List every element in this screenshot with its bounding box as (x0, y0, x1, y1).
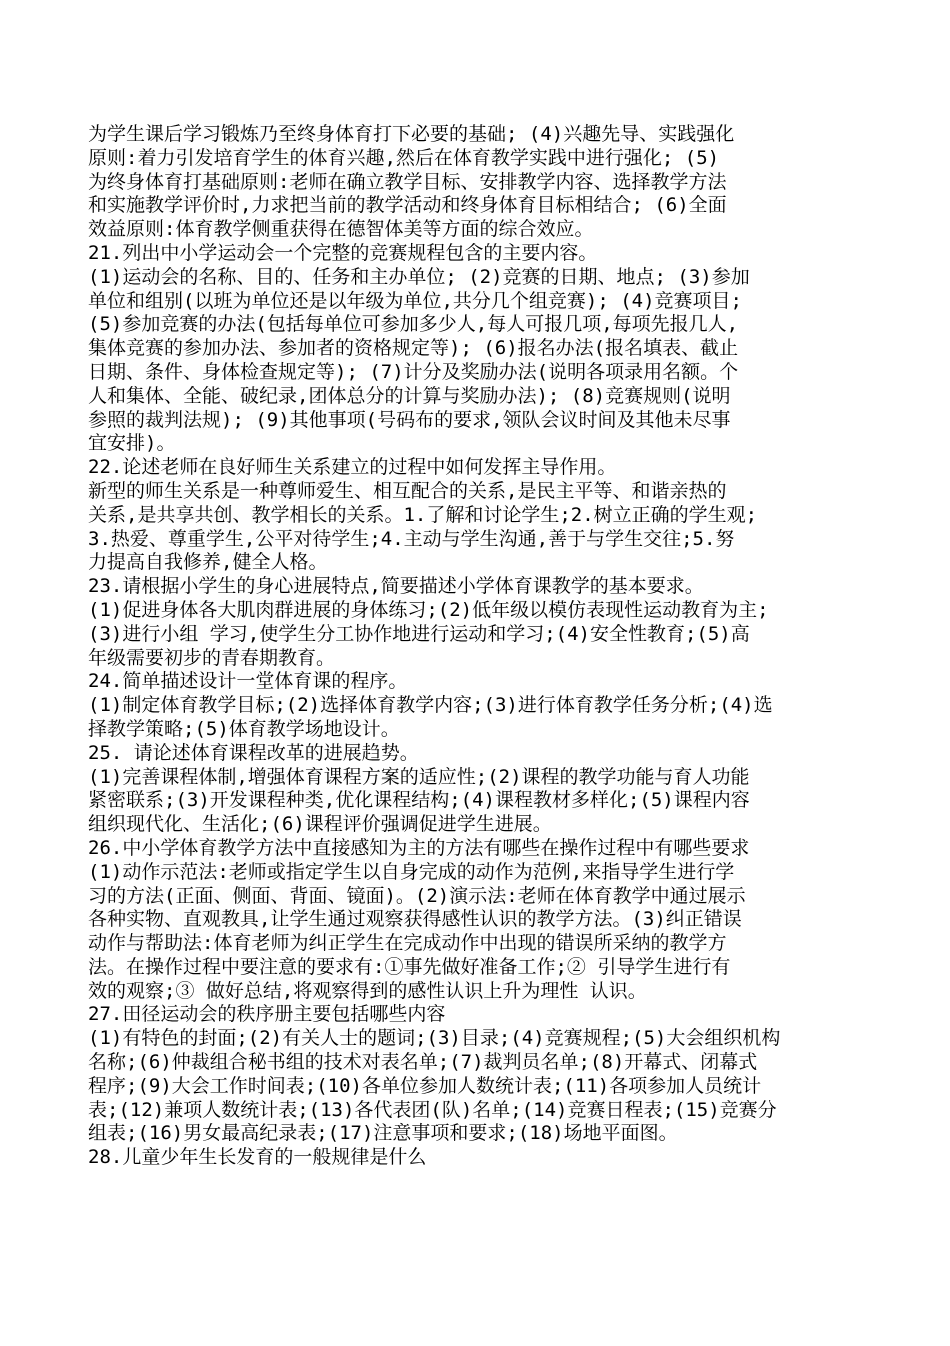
text-line: 参照的裁判法规); (9)其他事项(号码布的要求,领队会议时间及其他未尽事 (88, 408, 731, 431)
text-line: 动作与帮助法:体育老师为纠正学生在完成动作中出现的错误所采纳的教学方 (88, 932, 727, 955)
text-line: 效益原则:体育教学侧重获得在德智体美等方面的综合效应。 (88, 218, 594, 241)
text-line: 年级需要初步的青春期教育。 (88, 646, 336, 669)
text-line: 程序;(9)大会工作时间表;(10)各单位参加人数统计表;(11)各项参加人员统计 (88, 1074, 762, 1097)
text-line: 紧密联系;(3)开发课程种类,优化课程结构;(4)课程教材多样化;(5)课程内容 (88, 789, 750, 812)
text-line: 3.热爱、尊重学生,公平对待学生;4.主动与学生沟通,善于与学生交往;5.努 (88, 527, 735, 550)
text-line: 各种实物、直观教具,让学生通过观察获得感性认识的教学方法。(3)纠正错误 (88, 908, 742, 931)
text-line: (1)动作示范法:老师或指定学生以自身完成的动作为范例,来指导学生进行学 (88, 860, 735, 883)
question-heading-23: 23.请根据小学生的身心进展特点,简要描述小学体育课教学的基本要求。 (88, 575, 704, 598)
text-line: (1)有特色的封面;(2)有关人士的题词;(3)目录;(4)竞赛规程;(5)大会组织机构 (88, 1027, 781, 1050)
text-line: 原则:着力引发培育学生的体育兴趣,然后在体育教学实践中进行强化; (5) (88, 146, 720, 169)
text-line: (5)参加竞赛的办法(包括每单位可参加多少人,每人可报几项,每项先报几人, (88, 313, 739, 336)
text-line: 法。在操作过程中要注意的要求有:①事先做好准备工作;② 引导学生进行有 (88, 955, 731, 978)
text-line: 人和集体、全能、破纪录,团体总分的计算与奖励办法); (8)竞赛规则(说明 (88, 384, 731, 407)
text-line: (1)完善课程体制,增强体育课程方案的适应性;(2)课程的教学功能与育人功能 (88, 765, 750, 788)
text-line: 力提高自我修养,健全人格。 (88, 551, 328, 574)
text-line: 新型的师生关系是一种尊师爱生、相互配合的关系,是民主平等、和谐亲热的 (88, 479, 727, 502)
text-line: 单位和组别(以班为单位还是以年级为单位,共分几个组竞赛); (4)竞赛项目; (88, 289, 742, 312)
text-line: 为学生课后学习锻炼乃至终身体育打下必要的基础; (4)兴趣先导、实践强化 (88, 123, 735, 145)
text-line: 和实施教学评价时,力求把当前的教学活动和终身体育目标相结合; (6)全面 (88, 194, 727, 217)
text-line: 集体竞赛的参加办法、参加者的资格规定等); (6)报名办法(报名填表、截止 (88, 337, 739, 360)
text-line: 关系,是共享共创、教学相长的关系。1.了解和讨论学生;2.树立正确的学生观; (88, 503, 758, 526)
text-line: (1)运动会的名称、目的、任务和主办单位; (2)竞赛的日期、地点; (3)参加 (88, 265, 750, 288)
text-line: 组织现代化、生活化;(6)课程评价强调促进学生进展。 (88, 813, 552, 836)
document-body (88, 123, 874, 1170)
text-line: 宜安排)。 (88, 432, 176, 455)
text-line: 效的观察;③ 做好总结,将观察得到的感性认识上升为理性 认识。 (88, 979, 647, 1002)
text-line: 表;(12)兼项人数统计表;(13)各代表团(队)名单;(14)竞赛日程表;(15)竞赛分 (88, 1098, 777, 1121)
question-heading-26: 26.中小学体育教学方法中直接感知为主的方法有哪些在操作过程中有哪些要求 (88, 836, 750, 859)
question-heading-28: 28.儿童少年生长发育的一般规律是什么 (88, 1146, 427, 1169)
question-heading-22: 22.论述老师在良好师生关系建立的过程中如何发挥主导作用。 (88, 456, 617, 479)
text-line: 为终身体育打基础原则:老师在确立教学目标、安排教学内容、选择教学方法 (88, 170, 727, 193)
text-line: 习的方法(正面、侧面、背面、镜面)。(2)演示法:老师在体育教学中通过展示 (88, 884, 746, 907)
question-heading-21: 21.列出中小学运动会一个完整的竞赛规程包含的主要内容。 (88, 241, 598, 264)
text-line: 日期、条件、身体检查规定等); (7)计分及奖励办法(说明各项录用名额。个 (88, 360, 739, 383)
question-heading-27: 27.田径运动会的秩序册主要包括哪些内容 (88, 1003, 446, 1026)
text-line: 组表;(16)男女最高纪录表;(17)注意事项和要求;(18)场地平面图。 (88, 1122, 678, 1145)
text-line: (1)制定体育教学目标;(2)选择体育教学内容;(3)进行体育教学任务分析;(4)选 (88, 694, 773, 717)
question-heading-24: 24.简单描述设计一堂体育课的程序。 (88, 670, 408, 693)
text-line: (1)促进身体各大肌肉群进展的身体练习;(2)低年级以模仿表现性运动教育为主; (88, 598, 769, 621)
text-line: 名称;(6)仲裁组合秘书组的技术对表名单;(7)裁判员名单;(8)开幕式、闭幕式 (88, 1051, 758, 1074)
text-line: (3)进行小组 学习,使学生分工协作地进行运动和学习;(4)安全性教育;(5)高 (88, 622, 750, 645)
question-heading-25: 25. 请论述体育课程改革的进展趋势。 (88, 741, 419, 764)
text-line: 择教学策略;(5)体育教学场地设计。 (88, 717, 400, 740)
